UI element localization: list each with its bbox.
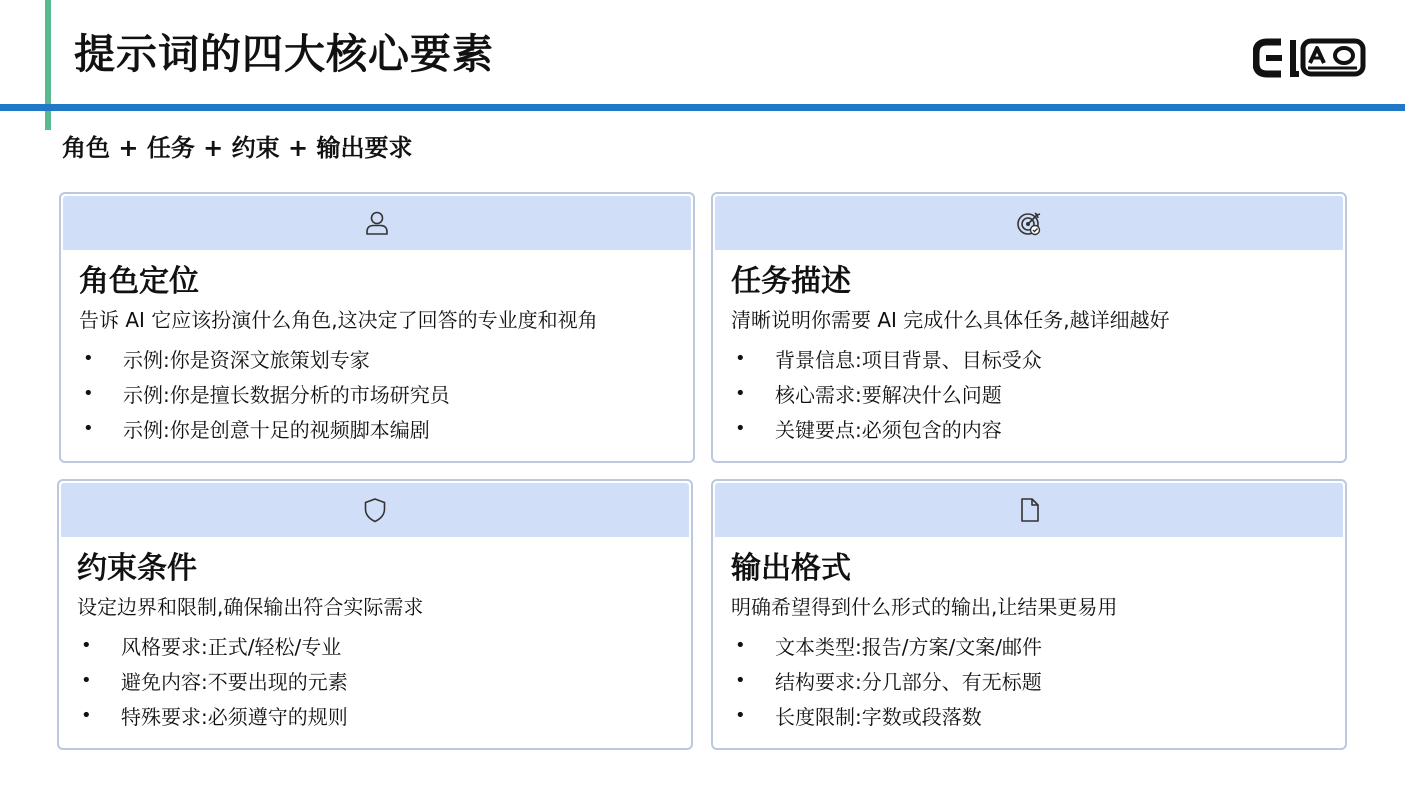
- bullet-point: •: [81, 635, 92, 656]
- list-item-text: 关键要点:必须包含的内容: [775, 418, 1002, 442]
- list-item-text: 长度限制:字数或段落数: [775, 705, 982, 729]
- bullet-point: •: [81, 705, 92, 726]
- formula-subtitle: 角色 + 任务 + 约束 + 输出要求: [62, 134, 413, 162]
- list-item: [731, 628, 1327, 663]
- list-item: [731, 411, 1327, 446]
- list-item-text: 避免内容:不要出现的元素: [121, 670, 348, 694]
- card-header: [63, 196, 691, 250]
- list-item-text: 文本类型:报告/方案/文案/邮件: [775, 635, 1042, 659]
- bullet-point: •: [735, 635, 746, 656]
- card-item-list: [731, 341, 1327, 446]
- bullet-point: •: [81, 670, 92, 691]
- user-icon: [363, 209, 391, 237]
- list-item-text: 结构要求:分几部分、有无标题: [775, 670, 1042, 694]
- list-item: [77, 698, 673, 733]
- page-title: 提示词的四大核心要素: [74, 30, 494, 78]
- bullet-point: •: [83, 383, 94, 404]
- card-title: 角色定位: [79, 264, 199, 299]
- card-header: [61, 483, 689, 537]
- card-item-list: [79, 341, 675, 446]
- list-item-text: 示例:你是擅长数据分析的市场研究员: [123, 383, 450, 407]
- shield-icon: [361, 496, 389, 524]
- list-item: [731, 698, 1327, 733]
- bullet-point: •: [83, 418, 94, 439]
- bullet-point: •: [735, 383, 746, 404]
- card-constraints: [57, 479, 693, 750]
- list-item: [731, 341, 1327, 376]
- card-output-format: [711, 479, 1347, 750]
- clao-logo: [1253, 38, 1366, 78]
- bullet-point: •: [735, 348, 746, 369]
- card-description: 设定边界和限制,确保输出符合实际需求: [77, 595, 424, 619]
- list-item-text: 背景信息:项目背景、目标受众: [775, 348, 1042, 372]
- list-item: [79, 341, 675, 376]
- list-item-text: 示例:你是创意十足的视频脚本编剧: [123, 418, 430, 442]
- card-description: 告诉 AI 它应该扮演什么角色,这决定了回答的专业度和视角: [79, 308, 598, 332]
- bullet-point: •: [735, 705, 746, 726]
- card-description: 清晰说明你需要 AI 完成什么具体任务,越详细越好: [731, 308, 1170, 332]
- card-item-list: [77, 628, 673, 733]
- card-item-list: [731, 628, 1327, 733]
- list-item-text: 核心需求:要解决什么问题: [775, 383, 1002, 407]
- card-title: 任务描述: [731, 264, 851, 299]
- card-header: [715, 483, 1343, 537]
- list-item: [77, 663, 673, 698]
- list-item-text: 风格要求:正式/轻松/专业: [121, 635, 342, 659]
- card-header: [715, 196, 1343, 250]
- bullet-point: •: [735, 670, 746, 691]
- list-item: [77, 628, 673, 663]
- card-title: 约束条件: [77, 551, 197, 586]
- bullet-point: •: [735, 418, 746, 439]
- list-item: [731, 376, 1327, 411]
- card-task: [711, 192, 1347, 463]
- card-title: 输出格式: [731, 551, 851, 586]
- list-item: [731, 663, 1327, 698]
- list-item: [79, 376, 675, 411]
- card-role: [59, 192, 695, 463]
- list-item: [79, 411, 675, 446]
- list-item-text: 示例:你是资深文旅策划专家: [123, 348, 370, 372]
- header-divider: [0, 104, 1405, 111]
- target-icon: [1015, 209, 1043, 237]
- list-item-text: 特殊要求:必须遵守的规则: [121, 705, 348, 729]
- card-description: 明确希望得到什么形式的输出,让结果更易用: [731, 595, 1118, 619]
- document-icon: [1015, 496, 1043, 524]
- bullet-point: •: [83, 348, 94, 369]
